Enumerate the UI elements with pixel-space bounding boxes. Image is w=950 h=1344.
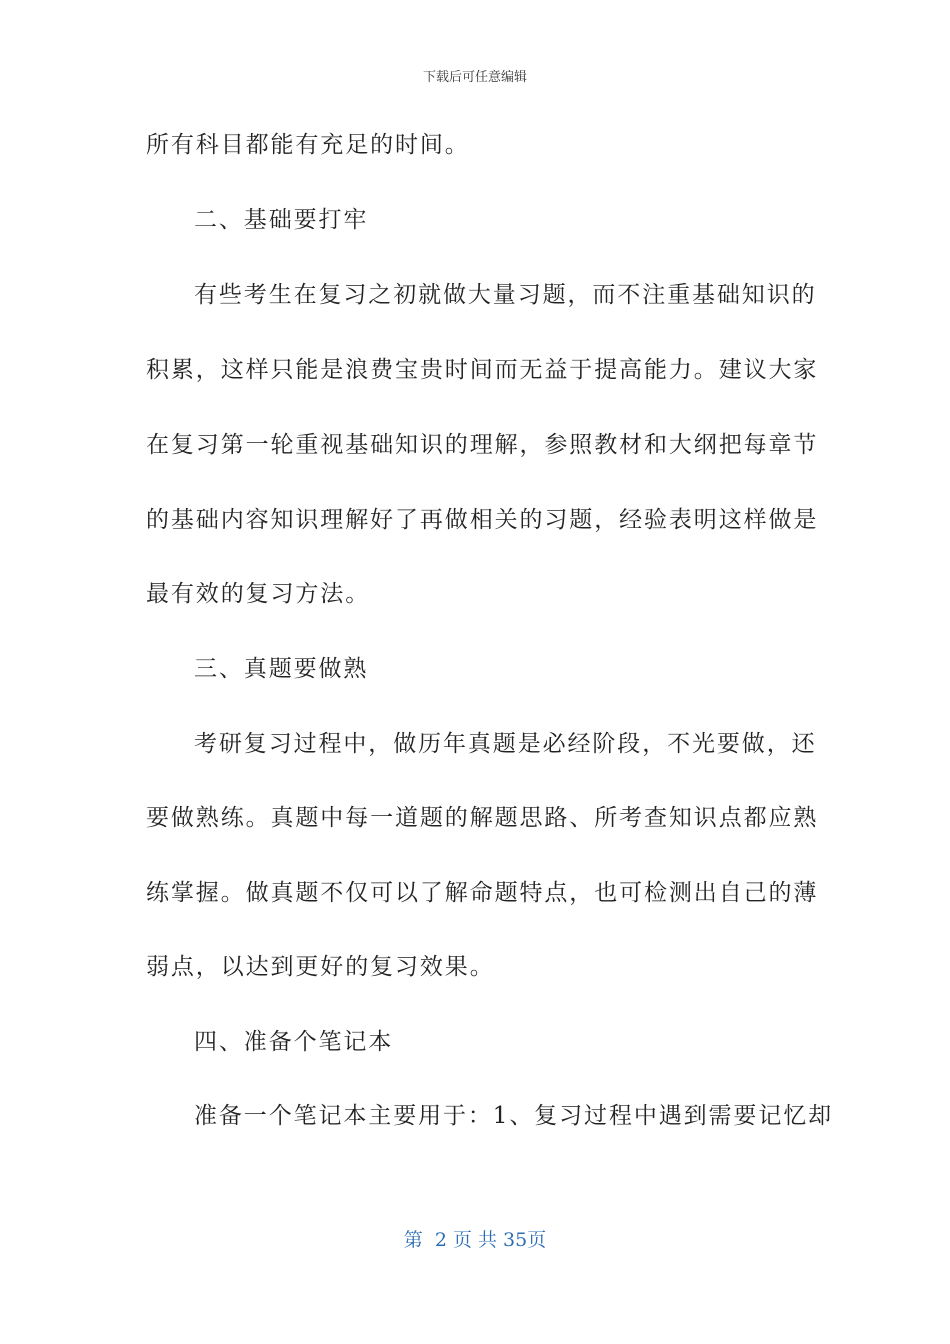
body-line: 在复习第一轮重视基础知识的理解，参照教材和大纲把每章节 (146, 432, 819, 458)
body-line: 要做熟练。真题中每一道题的解题思路、所考查知识点都应熟 (146, 805, 819, 831)
section-heading: 三、真题要做熟 (194, 656, 369, 682)
section-heading: 四、准备个笔记本 (194, 1029, 394, 1055)
body-line: 的基础内容知识理解好了再做相关的习题，经验表明这样做是 (146, 507, 819, 533)
body-line: 练掌握。做真题不仅可以了解命题特点，也可检测出自己的薄 (146, 880, 819, 906)
body-line: 有些考生在复习之初就做大量习题，而不注重基础知识的 (194, 282, 817, 308)
body-line: 考研复习过程中，做历年真题是必经阶段，不光要做，还 (194, 731, 817, 757)
page-number: 第 2 页 共 35页 (403, 1229, 547, 1251)
body-line: 最有效的复习方法。 (146, 581, 371, 607)
body-line: 所有科目都能有充足的时间。 (146, 132, 470, 158)
section-heading: 二、基础要打牢 (194, 207, 369, 233)
body-line: 准备一个笔记本主要用于：1、复习过程中遇到需要记忆却 (194, 1103, 834, 1129)
page-header: 下载后可任意编辑 (422, 70, 527, 85)
body-line: 积累，这样只能是浪费宝贵时间而无益于提高能力。建议大家 (146, 357, 819, 383)
body-line: 弱点，以达到更好的复习效果。 (146, 954, 495, 980)
